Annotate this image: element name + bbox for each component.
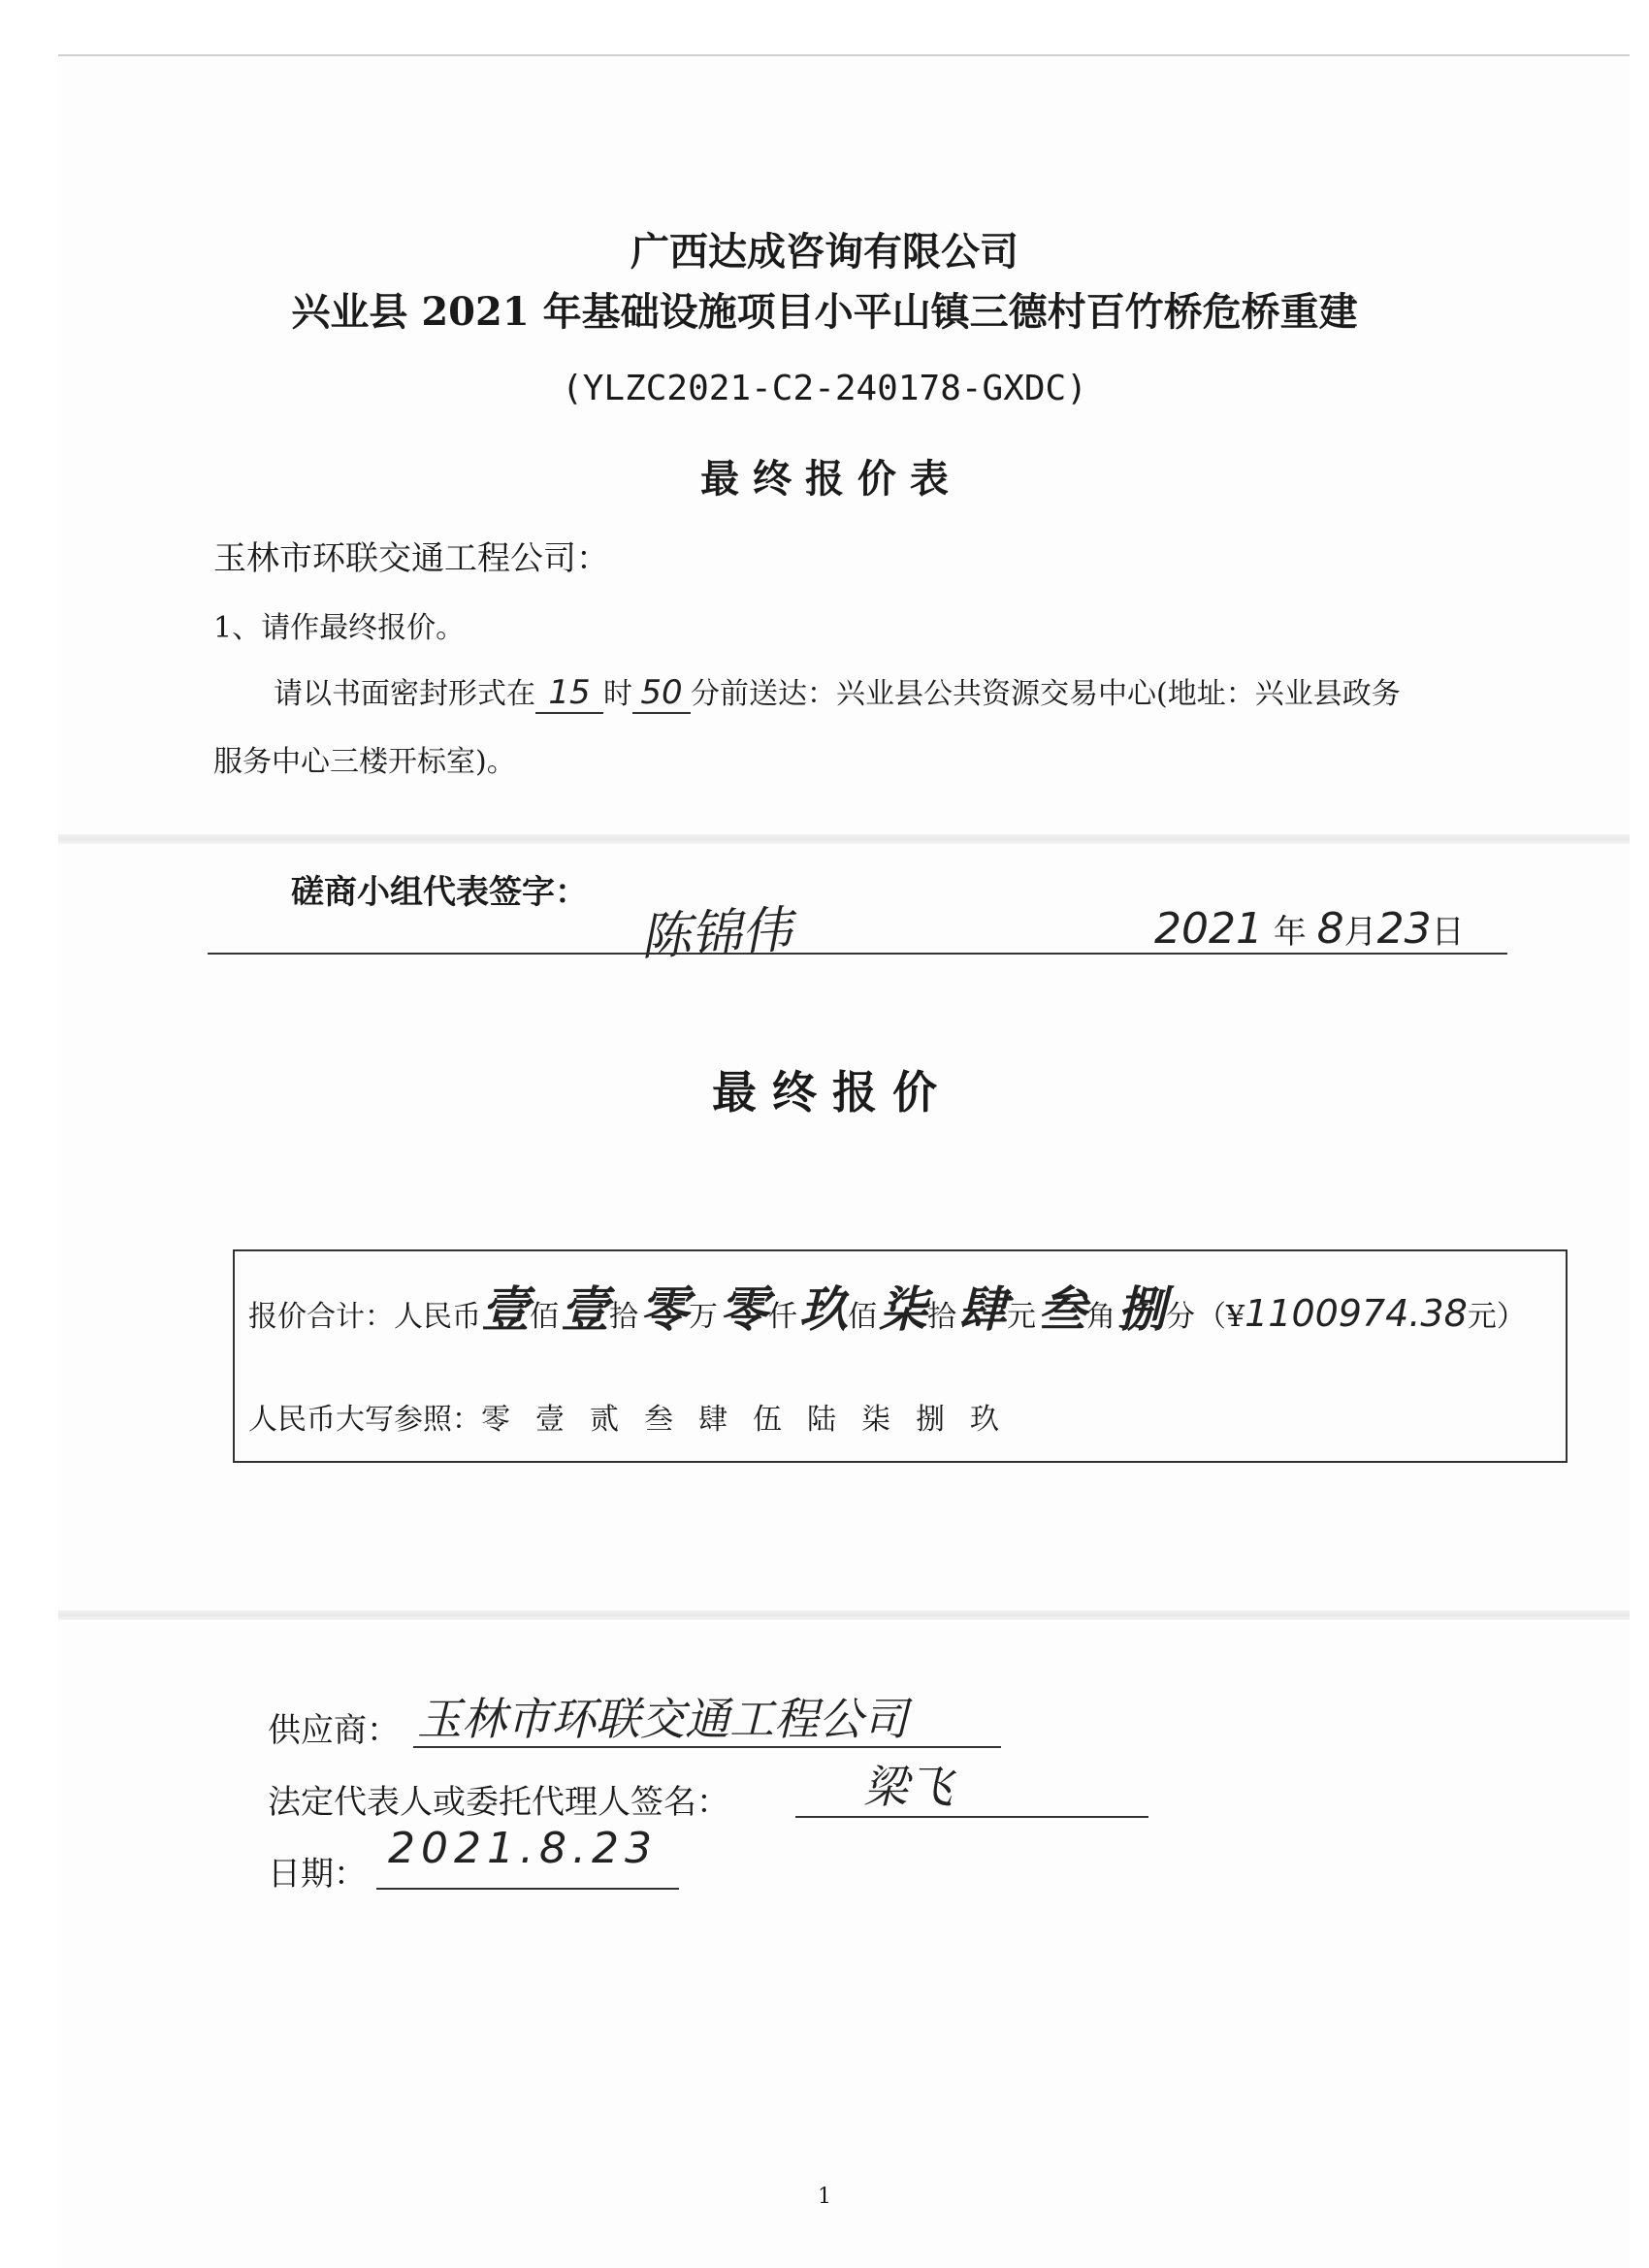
reference-label: 人民币大写参照： (248, 1403, 481, 1437)
quote-title: 最 终 报 价 (711, 1066, 938, 1118)
reference-digit: 叁 (644, 1403, 673, 1437)
amount-unit: 角 (1086, 1300, 1116, 1334)
reference-digit: 玖 (970, 1403, 999, 1437)
quote-prefix: 报价合计：人民币 (248, 1300, 481, 1334)
amount-unit: 拾 (609, 1300, 638, 1334)
page-number: 1 (818, 2185, 831, 2209)
reference-digits (481, 1403, 1024, 1437)
panel-date-month: 8 (1316, 904, 1344, 954)
amount-unit: 仟 (768, 1300, 797, 1334)
rep-underline (795, 1816, 1148, 1818)
amount-digit: 柒 (879, 1281, 927, 1338)
numeric-value: 1100974.38 (1245, 1292, 1468, 1335)
supplier-label: 供应商： (268, 1711, 400, 1750)
form-title: 最 终 报 价 表 (700, 456, 949, 502)
addressee: 玉林市环联交通工程公司： (213, 539, 609, 578)
reference-digit: 贰 (590, 1403, 619, 1437)
minute-value: 50 (632, 673, 691, 714)
scan-edge (58, 54, 1630, 56)
reference-digit: 陆 (807, 1403, 836, 1437)
date-label: 日期： (268, 1855, 367, 1894)
reference-digit: 壹 (535, 1403, 565, 1437)
rep-label: 法定代表人或委托代理人签名： (268, 1783, 729, 1822)
reference-digit: 柒 (861, 1403, 890, 1437)
amount-unit: 万 (689, 1300, 718, 1334)
amount-unit: 佰 (848, 1300, 877, 1334)
instruction-2 (274, 669, 1401, 714)
supplier-name: 玉林市环联交通工程公司 (417, 1693, 908, 1745)
company-name: 广西达成咨询有限公司 (630, 229, 1018, 275)
panel-date-year-label: 年 (1273, 913, 1307, 952)
panel-signature: 陈锦伟 (638, 900, 793, 968)
amount-digit: 玖 (799, 1281, 848, 1338)
panel-signature-label: 磋商小组代表签字： (291, 873, 588, 912)
reference-digit: 伍 (753, 1403, 782, 1437)
numeric-open: （¥ (1197, 1300, 1245, 1334)
reference-digit: 捌 (916, 1403, 945, 1437)
amount-unit: 佰 (530, 1300, 559, 1334)
amount-unit: 拾 (927, 1300, 956, 1334)
instruction-2-line2: 服务中心三楼开标室)。 (213, 745, 516, 779)
quote-box (233, 1249, 1568, 1463)
amount-digit: 零 (640, 1281, 689, 1338)
amount-unit: 分 (1166, 1300, 1195, 1334)
amount-digit: 叁 (1038, 1281, 1086, 1338)
amount-digit: 肆 (958, 1281, 1007, 1338)
panel-date-year: 2021 (1154, 904, 1263, 954)
reference-line (248, 1395, 1024, 1438)
instruction-2-prefix: 请以书面密封形式在 (274, 677, 535, 711)
amount-digit: 壹 (561, 1281, 609, 1338)
reference-digit: 肆 (698, 1403, 728, 1437)
panel-date-day-label: 日 (1431, 913, 1465, 952)
reference-digit: 零 (481, 1403, 510, 1437)
amount-digit: 捌 (1117, 1281, 1166, 1338)
panel-date (1154, 904, 1465, 954)
project-code: (YLZC2021-C2-240178-GXDC) (562, 369, 1087, 408)
supplier-underline (413, 1746, 1001, 1748)
amount-words (481, 1281, 1197, 1338)
instruction-1: 1、请作最终报价。 (213, 611, 466, 645)
instruction-2-suffix: 分前送达：兴业县公共资源交易中心(地址：兴业县政务 (691, 677, 1401, 711)
panel-date-month-label: 月 (1343, 913, 1377, 952)
amount-unit: 元 (1007, 1300, 1036, 1334)
panel-date-day: 23 (1376, 904, 1432, 954)
hour-value: 15 (535, 673, 603, 714)
numeric-close: 元） (1467, 1300, 1526, 1334)
quote-total-line (248, 1280, 1526, 1346)
rep-signature: 梁飞 (863, 1761, 953, 1813)
amount-digit: 零 (720, 1281, 768, 1338)
amount-digit: 壹 (481, 1281, 530, 1338)
hour-label: 时 (603, 677, 632, 711)
paper-fold (58, 1610, 1630, 1620)
paper-fold (58, 834, 1630, 844)
date-value: 2021.8.23 (388, 1824, 658, 1873)
date-underline (376, 1888, 679, 1890)
project-title: 兴业县 2021 年基础设施项目小平山镇三德村百竹桥危桥重建 (291, 289, 1358, 335)
